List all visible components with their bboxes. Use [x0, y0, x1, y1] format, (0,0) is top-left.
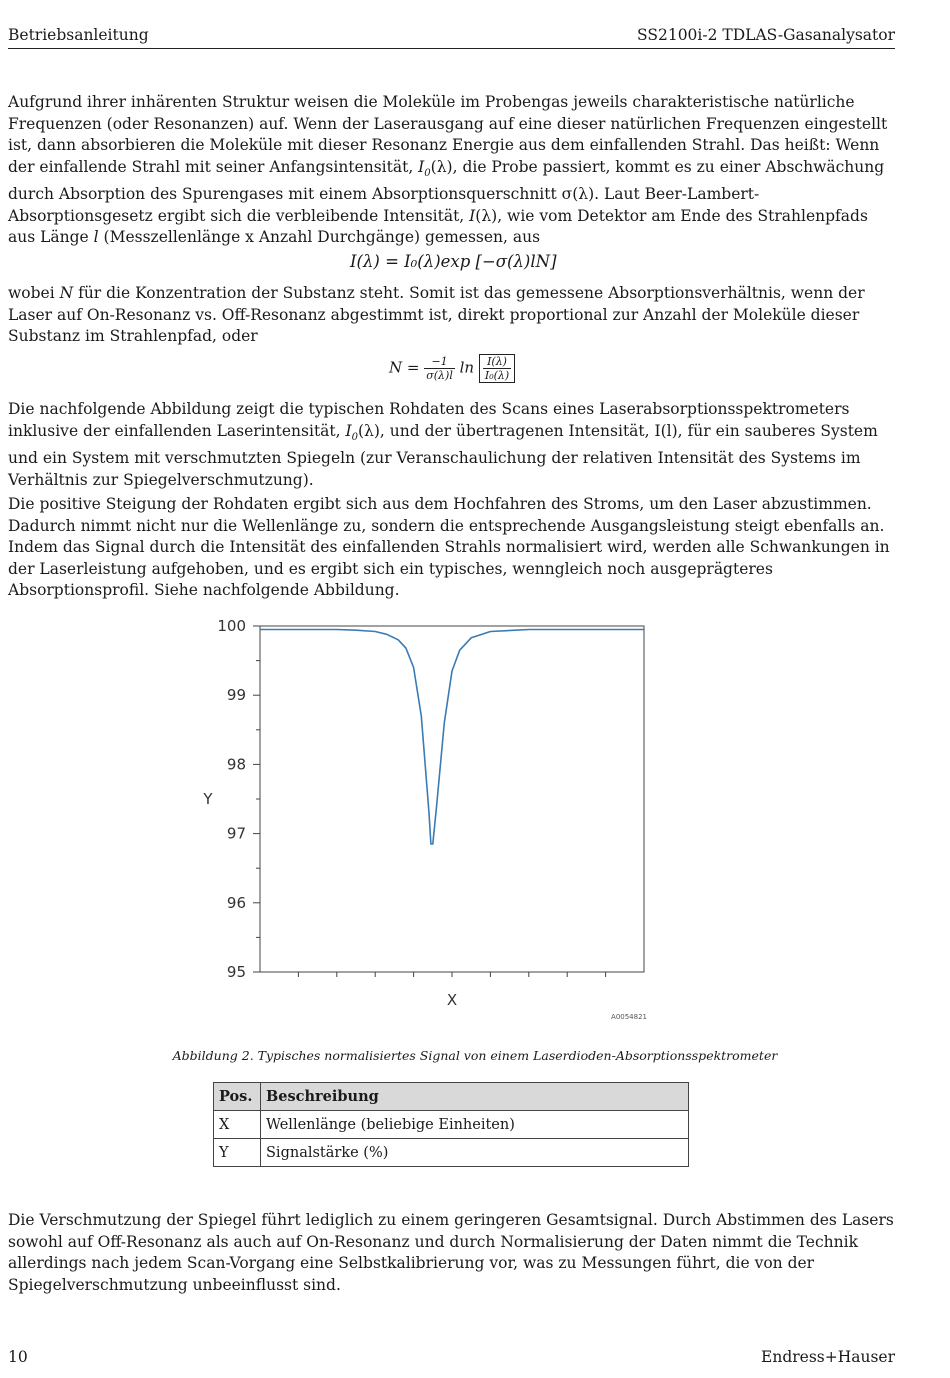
y-tick-label: 98 — [226, 755, 246, 774]
signal-line — [260, 630, 644, 845]
legend-col-desc: Beschreibung — [261, 1083, 689, 1111]
y-tick-label: 96 — [226, 893, 246, 912]
eq2-frac1-numerator: −1 — [424, 355, 455, 369]
para1-text-4: (Messzellenlänge x Anzahl Durchgänge) gemessen, aus — [98, 228, 541, 247]
table-row — [214, 1111, 689, 1139]
para1-symbol-i: I — [469, 206, 476, 225]
para3-text-2: (λ), und der übertragenen Intensität, I(l), für ein sauberes System und ein System mit verschmutzten Spiegeln (zur Veranschaulichung der relativen Intensität des Systems im Verhältnis zur Spiegelverschmutzung). — [8, 421, 878, 489]
equation-concentration — [389, 354, 515, 383]
legend-row-pos: X — [214, 1111, 261, 1139]
header-product: SS2100i-2 TDLAS-Gasanalysator — [637, 26, 895, 44]
legend-col-pos: Pos. — [214, 1083, 261, 1111]
equation-beer-lambert: I(λ) = I₀(λ)exp [−σ(λ)lN] — [350, 252, 557, 271]
page-header — [8, 26, 895, 49]
para2-text-2: für die Konzentration der Substanz steht. Somit ist das gemessene Absorptionsverhältnis, wenn der Laser auf On-Resonanz vs. Off-Resonanz abgestimmt ist, direkt proportional zur Anzahl der Moleküle dieser Substanz im Strahlenpfad, oder — [8, 284, 865, 345]
table-row — [214, 1139, 689, 1167]
para1-symbol-i0: I — [418, 157, 425, 176]
eq2-lhs: N = — [389, 358, 420, 377]
paragraph-figure-intro — [8, 399, 898, 491]
eq2-frac2-denominator: I₀(λ) — [484, 369, 510, 382]
page-number: 10 — [8, 1348, 28, 1366]
eq2-frac1-denominator: σ(λ)l — [426, 369, 453, 382]
header-doc-type: Betriebsanleitung — [8, 26, 149, 44]
plot-frame — [260, 626, 644, 972]
y-tick-label: 100 — [217, 617, 246, 635]
eq2-frac2-numerator: I(λ) — [483, 355, 511, 369]
para2-symbol-n: N — [59, 284, 74, 302]
footer-brand: Endress+Hauser — [761, 1348, 895, 1366]
eq2-fraction-1 — [424, 355, 455, 382]
paragraph-mirror-contamination: Die Verschmutzung der Spiegel führt lediglich zu einem geringeren Gesamtsignal. Durch Abstimmen des Lasers sowohl auf Off-Resonanz als auch auf On-Resonanz und durch Normalisierung der Daten nimmt die Technik allerdings nach jedem Scan-Vorgang eine Selbstkalibrierung vor, was zu Messungen führt, die von der Spiegelverschmutzung unbeeinflusst sind. — [8, 1211, 894, 1294]
para1-text-3: (λ), wie vom Detektor am Ende des Strahlenpfads aus Länge — [8, 206, 868, 247]
para1-subscript: 0 — [424, 167, 431, 179]
chart-svg — [195, 612, 665, 1022]
para3-symbol-i0: I — [345, 421, 352, 440]
legend-row-desc: Signalstärke (%) — [261, 1139, 689, 1167]
legend-table — [213, 1082, 689, 1167]
paragraph-intro — [8, 92, 898, 249]
legend-row-desc: Wellenlänge (beliebige Einheiten) — [261, 1111, 689, 1139]
para1-symbol-l: l — [93, 228, 99, 247]
y-tick-label: 95 — [226, 963, 246, 981]
para3-subscript: 0 — [351, 431, 358, 443]
eq2-fraction-2 — [483, 355, 511, 382]
eq2-bracket — [479, 354, 515, 383]
y-tick-label: 99 — [226, 686, 246, 705]
eq2-ln: ln — [459, 358, 475, 377]
x-axis-label: X — [446, 991, 458, 1009]
figure-id: A0054821 — [611, 1013, 647, 1021]
legend-table-header — [214, 1083, 689, 1111]
y-tick-label: 97 — [226, 824, 246, 843]
paragraph-normalization: Die positive Steigung der Rohdaten ergibt sich aus dem Hochfahren des Stroms, um den Laser abzustimmen. Dadurch nimmt nicht nur die Wellenlänge zu, sondern die entsprechende Ausgangsleistung steigt ebenfalls an. Indem das Signal durch die Intensität des einfallenden Strahls normalisiert wird, werden alle Schwankungen in der Laserleistung aufgehoben, und es ergibt sich ein typisches, wenngleich noch ausgeprägteres Absorptionsprofil. Siehe nachfolgende Abbildung. — [8, 495, 890, 599]
para1-text-2: (λ), die Probe passiert, kommt es zu einer Abschwächung durch Absorption des Spurengases mit einem Absorptionsquerschnitt σ(λ). Laut Beer-Lambert-Absorptionsgesetz ergibt sich die verbleibende Intensität, — [8, 157, 885, 225]
normalized-signal-chart — [195, 612, 665, 1022]
para1-text-1: Aufgrund ihrer inhärenten Struktur weisen die Moleküle im Probengas jeweils charakteristische natürliche Frequenzen (oder Resonanzen) auf. Wenn der Laserausgang auf eine dieser natürlichen Frequenzen eingestellt ist, dann absorbieren die Moleküle mit dieser Resonanz Energie aus dem einfallenden Strahl. Das heißt: Wenn der einfallende Strahl mit seiner Anfangsintensität, — [8, 93, 888, 176]
figure-caption: Abbildung 2. Typisches normalisiertes Signal von einem Laserdioden-Absorptionsspektrometer — [172, 1048, 778, 1063]
y-axis-label: Y — [203, 790, 213, 808]
paragraph-concentration — [8, 283, 898, 348]
para2-text-1: wobei — [8, 284, 60, 302]
para3-text-1: Die nachfolgende Abbildung zeigt die typischen Rohdaten des Scans eines Laserabsorptionsspektrometers inklusive der einfallenden Laserintensität, — [8, 400, 850, 440]
legend-row-pos: Y — [214, 1139, 261, 1167]
